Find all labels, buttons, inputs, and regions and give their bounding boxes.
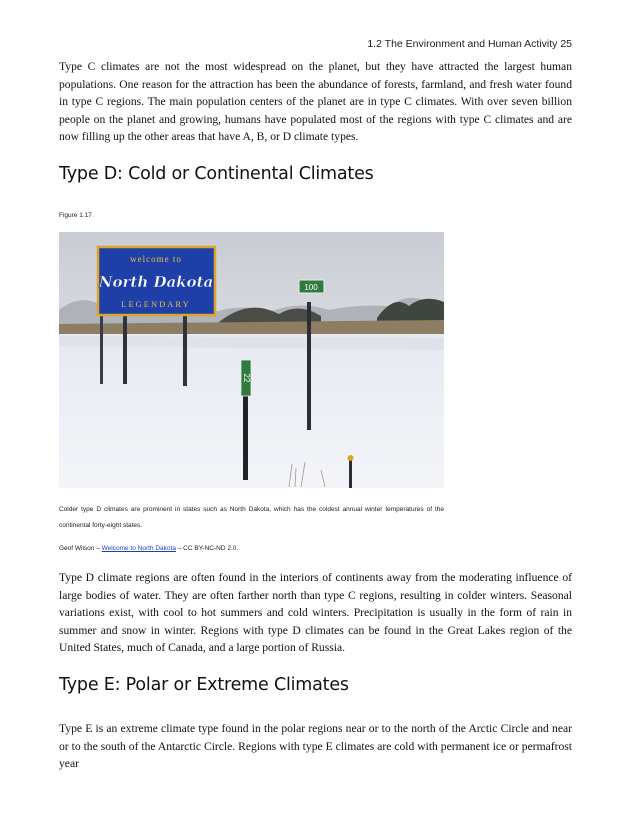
road-sign-100-text: 100 <box>304 283 318 292</box>
sign-tagline-text: LEGENDARY <box>121 299 191 309</box>
credit-link[interactable]: Welcome to North Dakota <box>101 545 176 552</box>
running-head: 1.2 The Environment and Human Activity 25 <box>367 38 572 50</box>
figure-credit <box>59 545 238 552</box>
heading-type-e: Type E: Polar or Extreme Climates <box>59 675 349 695</box>
heading-type-d: Type D: Cold or Continental Climates <box>59 164 374 184</box>
credit-suffix: – CC BY-NC-ND 2.0. <box>175 545 239 552</box>
paragraph-type-e: Type E is an extreme climate type found in the polar regions near or to the north of the Arctic Circle and near or to the south of the Antarctic Circle. Regions with type E climates are cold with permanent ice or permafrost year <box>59 722 572 771</box>
figure-photo-north-dakota-sign <box>59 232 444 488</box>
paragraph-type-d: Type D climate regions are often found in the interiors of continents away from the moderating influence of large bodies of water. They are often farther north than type C regions, resulting in colder winters. Seasonal variations exist, with cool to hot summers and cold winters. Precipitation is usually in the form of rain in summer and snow in winter. Regions with type D climates can be found in the Great Lakes region of the United States, much of Canada, and a large portion of Russia. <box>59 571 572 655</box>
sign-welcome-text: welcome to <box>130 254 182 264</box>
figure-label: Figure 1.17 <box>59 212 92 219</box>
credit-prefix: Geof Wilson – <box>59 545 102 552</box>
paragraph-type-c: Type C climates are not the most widespread on the planet, but they have attracted the largest human populations. One reason for the attraction has been the abundance of forests, farmland, and fresh water found in type C regions. The main population centers of the planet are in type C climates. With over seven billion people on the planet and growing, humans have populated most of the regions with type C climates and are now filling up the other areas that have A, B, or D climate types. <box>59 60 572 144</box>
sign-state-text: North Dakota <box>98 273 214 291</box>
road-sign-22-text: 22 <box>242 373 251 383</box>
figure-caption: Colder type D climates are prominent in states such as North Dakota, which has the coldest annual winter temperatures of the continental forty-eight states. <box>59 506 444 529</box>
